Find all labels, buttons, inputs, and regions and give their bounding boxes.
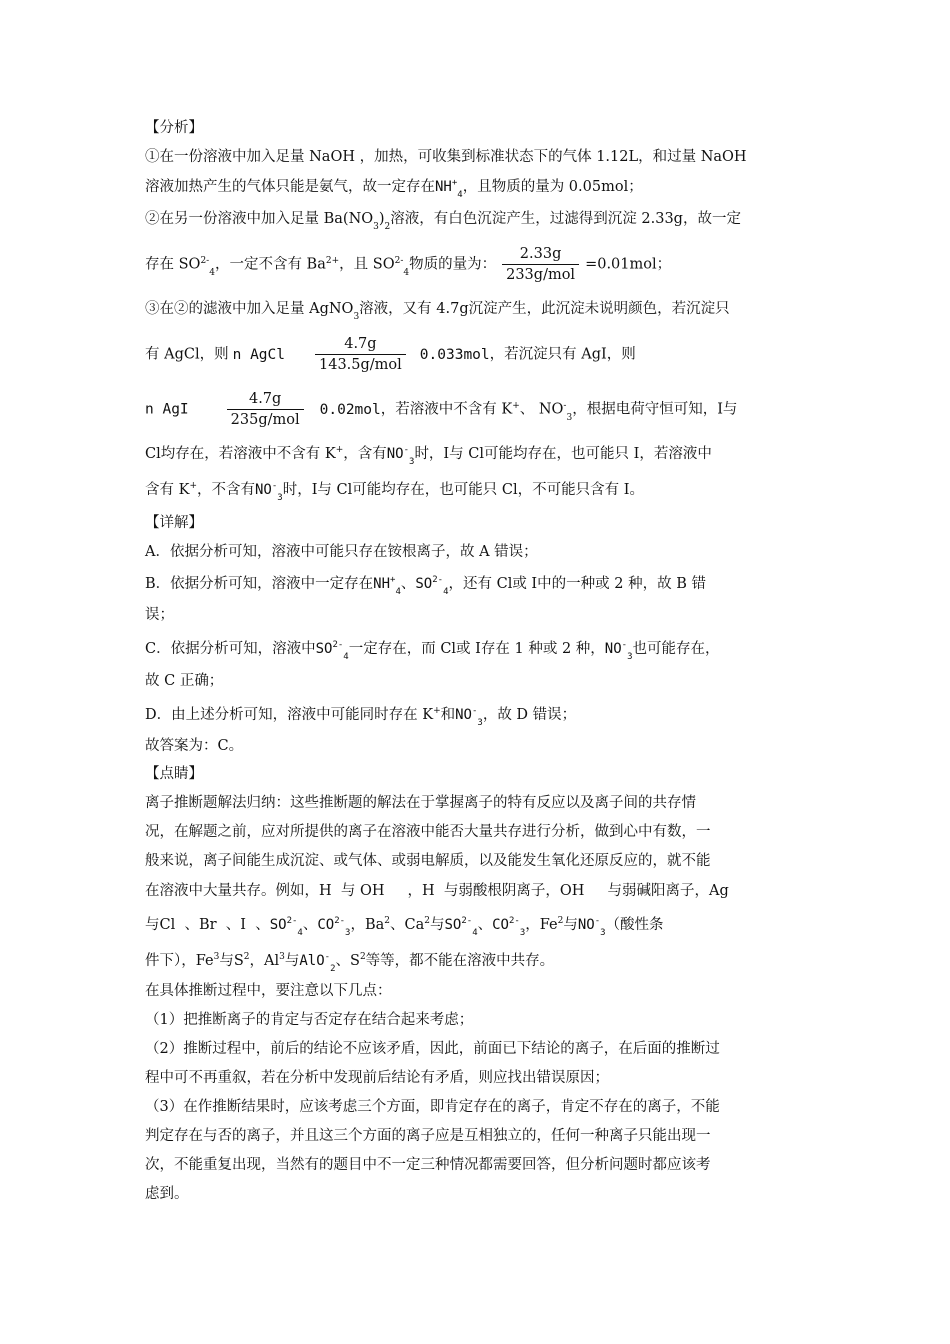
detail-heading: 【详解】 (145, 515, 203, 531)
analysis-line-7: n AgI $\frac{4.7g}{\text{235g/mol}}$ 0.02mol，若溶液中不含有 K+、 $NO^-_3$，根据电荷守恒可知，I与 (145, 391, 738, 428)
comment-item-3-cont-2: 次，不能重复出现，当然有的题目中不一定三种情况都需要回答，但分析问题时都应该考 (145, 1157, 711, 1173)
fraction-n-agcl: $\frac{4.7g}{\text{143.5g/mol}}$ (315, 334, 406, 375)
comment-item-3-cont-1: 判定存在与否的离子，并且这三个方面的离子应是互相独立的，任何一种离子只能出现一 (145, 1128, 711, 1144)
comment-line-6: 件下），Fe$^3$与$S^2$，Al$^3$与AlO-$_2$、$S^2$等等，都不能在溶液中共存。 (145, 952, 555, 974)
analysis-line-5: ③在②的滤液中加入足量 AgNO$_3$溶液，又有 4.7g沉淀产生，此沉淀未说明颜色，若沉淀只 (145, 301, 730, 322)
comment-item-2: （2）推断过程中，前后的结论不应该矛盾，因此，前面已下结论的离子，在后面的推断过 (145, 1041, 720, 1057)
analysis-line-4: 存在 $SO^{2-}_4$，一定不含有 $Ba^{2+}$，且 $SO^{2-}_4$物质的量为： $\frac{2.33g}{\text{233g/mol}}$ =0.01mol； (145, 246, 672, 283)
detail-option-d: D．由上述分析可知，溶液中可能同时存在 K+和$NO^-_3$，故 D 错误； (145, 706, 577, 728)
detail-option-c-cont: 故 C 正确； (145, 673, 224, 689)
analysis-line-9: 含有 K+，不含有$NO^-_3$时，I与 Cl可能均存在，也可能只 Cl，不可能只含有 I。 (145, 481, 644, 503)
comment-item-3-cont-3: 虑到。 (145, 1186, 189, 1202)
detail-option-b: B．依据分析可知，溶液中一定存在$NH^+_4$、$SO^{2-}_4$，还有 Cl或 I中的一种或 2 种，故 B 错 (145, 575, 706, 597)
analysis-line-6: 有 AgCl，则 n AgCl $\frac{4.7g}{\text{143.5g/mol}}$ 0.033mol，若沉淀只有 AgI，则 (145, 336, 636, 373)
comment-heading: 【点睛】 (145, 766, 203, 782)
analysis-line-2: 溶液加热产生的气体只能是氨气，故一定存在$NH^+_4$，且物质的量为 0.05mol； (145, 178, 643, 200)
ion-nh4: $NH^+_4$ (435, 178, 463, 200)
comment-line-5: 与Cl 、Br 、I 、$SO^{2-}_4$、$CO^{2-}_3$，Ba$^2$、Ca$^2$与$SO^{2-}_4$、$CO^{2-}_3$，Fe$^2$与$NO^-_3$（酸性条 (145, 916, 664, 938)
detail-option-c: C．依据分析可知，溶液中$SO^{2-}_4$一定存在，而 Cl或 I存在 1 种或 2 种，$NO^-_3$也可能存在， (145, 640, 720, 662)
analysis-line-1: ①在一份溶液中加入足量 NaOH ，加热，可收集到标准状态下的气体 1.12L，和过量 NaOH (145, 149, 747, 165)
comment-line-1: 离子推断题解法归纳：这些推断题的解法在于掌握离子的特有反应以及离子间的共存情 (145, 795, 696, 811)
fraction-mol-so4: $\frac{2.33g}{\text{233g/mol}}$ (502, 244, 579, 285)
analysis-heading: 【分析】 (145, 120, 203, 136)
comment-line-7: 在具体推断过程中，要注意以下几点： (145, 983, 392, 999)
analysis-line-3: ②在另一份溶液中加入足量 $Ba(NO_3)_2$溶液，有白色沉淀产生，过滤得到沉淀 2.33g，故一定 (145, 211, 741, 232)
comment-line-4: 在溶液中大量共存。例如，H 与 OH ，H 与弱酸根阴离子，OH 与弱碱阳离子，Ag (145, 883, 729, 899)
comment-item-2-cont: 程中可不再重叙，若在分析中发现前后结论有矛盾，则应找出错误原因； (145, 1070, 609, 1086)
analysis-line-8: Cl均存在，若溶液中不含有 K+，含有$NO^-_3$时，I与 Cl可能均存在，也可能只 I，若溶液中 (145, 445, 712, 467)
comment-line-2: 况，在解题之前，应对所提供的离子在溶液中能否大量共存进行分析，做到心中有数，一 (145, 824, 711, 840)
comment-line-3: 般来说，离子间能生成沉淀、或气体、或弱电解质，以及能发生氧化还原反应的，就不能 (145, 853, 711, 869)
detail-answer: 故答案为：C。 (145, 738, 244, 754)
detail-option-a: A．依据分析可知，溶液中可能只存在铵根离子，故 A 错误； (145, 544, 538, 560)
comment-item-3: （3）在作推断结果时，应该考虑三个方面，即肯定存在的离子，肯定不存在的离子，不能 (145, 1099, 720, 1115)
fraction-n-agi: $\frac{4.7g}{\text{235g/mol}}$ (227, 389, 304, 430)
comment-item-1: （1）把推断离子的肯定与否定存在结合起来考虑； (145, 1012, 474, 1028)
detail-option-b-cont: 误； (145, 607, 174, 623)
